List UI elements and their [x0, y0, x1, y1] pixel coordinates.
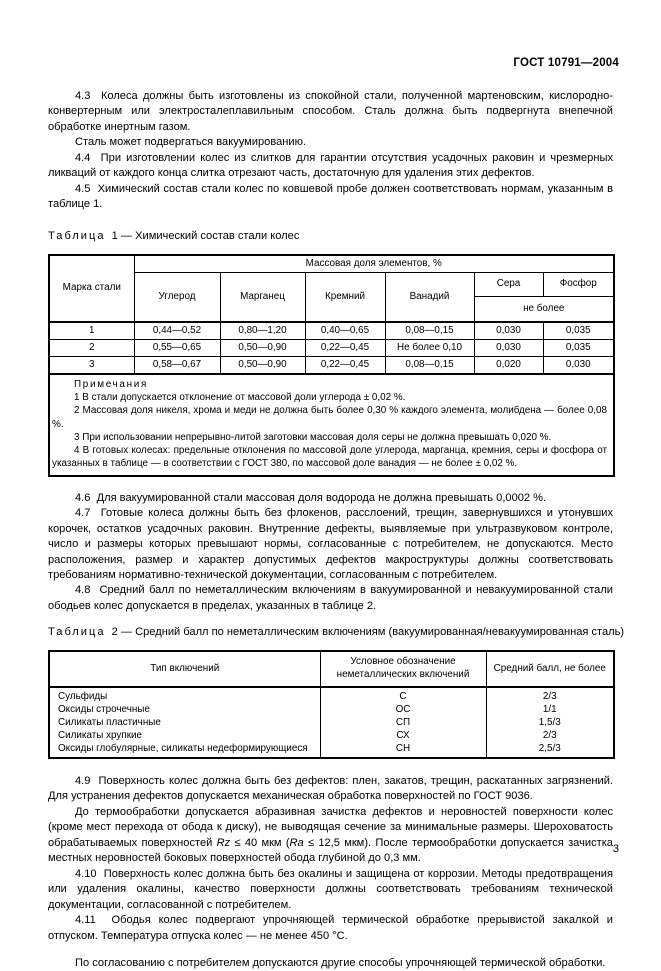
table-1-note-2: 2 Массовая доля никеля, хрома и меди не должна быть более 0,30 % каждого элемента, молибдена — более 0,08 %. — [52, 405, 607, 430]
table-2-cell-type: Силикаты хрупкие — [49, 729, 320, 742]
table-1-col-manganese: Марганец — [220, 272, 305, 322]
clause-4-4-text: При изготовлении колес из слитков для гарантии отсутствия усадочных раковин и чрезмерных ликваций от каждого конца слитка отрезают часть, достаточную для удаления этих дефектов. — [48, 151, 613, 180]
table-1-note-3: 3 При использовании непрерывно-литой заготовки массовая доля серы не должна превышать 0,020 %. — [74, 431, 552, 443]
table-2-col-designation-line-1: Условное обозначение — [350, 656, 456, 668]
table-2-cell-designation: ОС — [320, 703, 486, 716]
table-1-caption-label: Таблица — [48, 229, 106, 242]
table-1-col-grade-steel: Марка стали — [49, 255, 134, 322]
page-number: 3 — [612, 843, 619, 855]
table-1-cell-manganese: 0,80—1,20 — [220, 322, 305, 340]
table-1-cell-carbon: 0,44—0,52 — [134, 322, 220, 340]
table-1-chemical-composition — [48, 254, 615, 477]
clause-4-7-text: Готовые колеса должны быть без флокенов, расслоений, трещин, завернувшихся и утонувших корочек, остатков усадочных раковин. Внутренние дефекты, выявляемые при ультразвуковом контроле, число и размеры которых превышают нормы, согласованные с потребителем, не допускаются. Место расположения, размер и характер допустимых дефектов макроструктуры должны соответствовать требованиям нормативно-технической документации, согласованным с потребителем. — [48, 507, 613, 581]
clause-4-6-number: 4.6 — [75, 491, 91, 504]
table-1-cell-carbon: 0,58—0,67 — [134, 356, 220, 374]
clause-4-9-paragraph-2-text-part-2: ≤ 40 мкм ( — [230, 836, 290, 849]
clause-4-10-number: 4.10 — [75, 867, 97, 880]
clause-4-11-paragraph-2-text: По согласованию с потребителем допускаются другие способы упрочняющей термической обработки. — [75, 956, 606, 969]
table-1-notes-block — [52, 378, 607, 471]
clause-4-3-number: 4.3 — [75, 90, 91, 102]
table-1-cell-phosphorus: 0,030 — [543, 356, 614, 374]
clause-4-7-number: 4.7 — [75, 507, 91, 520]
table-1-cell-vanadium: Не более 0,10 — [385, 339, 474, 356]
table-row — [49, 339, 614, 356]
clause-4-8 — [48, 583, 613, 614]
clause-4-5-text: Химический состав стали колес по ковшевой пробе должен соответствовать нормам, указанным в таблице 1. — [48, 182, 613, 211]
clause-4-3-text: Колеса должны быть изготовлены из спокойной стали, полученной мартеновским, кислородно-конвертерным или электростaлеплавильным способом. Сталь должна быть подвергнута внепечной обработке инертным газом. — [48, 90, 613, 133]
table-1-header-row-1 — [49, 255, 614, 273]
clause-4-11-text: Ободья колес подвергают упрочняющей термической обработке прерывистой закалкой и отпуском. Температура отпуска колес — не менее 450 °С. — [48, 914, 613, 942]
table-row — [49, 322, 614, 340]
table-1-cell-manganese: 0,50—0,90 — [220, 339, 305, 356]
table-2-cell-score: 1,5/3 — [486, 716, 614, 729]
clause-4-3-paragraph-2 — [48, 135, 613, 150]
table-1-cell-carbon: 0,55—0,65 — [134, 339, 220, 356]
clause-4-7 — [48, 506, 613, 583]
table-1-caption-title: — Химический состав стали колес — [120, 229, 300, 242]
table-1-cell-sulfur: 0,030 — [474, 339, 543, 356]
clause-4-9-number: 4.9 — [75, 774, 91, 787]
table-1-cell-vanadium: 0,08—0,15 — [385, 356, 474, 374]
table-row — [49, 356, 614, 374]
table-2-cell-score: 2/3 — [486, 687, 614, 703]
table-2-col-score: Средний балл, не более — [486, 651, 614, 686]
table-2-cell-type: Оксиды строчечные — [49, 703, 320, 716]
clause-4-8-number: 4.8 — [75, 584, 91, 597]
clause-4-9 — [48, 774, 613, 805]
table-1-cell-silicon: 0,40—0,65 — [305, 322, 385, 340]
table-2-caption-number: 2 — [111, 626, 118, 639]
table-1-note-1: 1 В стали допускается отклонение от массовой доли углерода ± 0,02 %. — [74, 391, 406, 403]
clause-4-9-paragraph-2-text-part-1: До термообработки допускается абразивная зачистка дефектов и неровностей поверхности колес (кроме мест перехода от обода к диску), не выводящая сечение за минимальные размеры. Шероховатость обрабатываемых поверхностей — [48, 805, 613, 849]
table-2-cell-type: Силикаты пластичные — [49, 716, 320, 729]
clause-4-8-text: Средний балл по неметаллическим включениям в вакуумированной и невакуумированной стали ободьев колес допускается в пределах, указанных в таблице 2. — [48, 584, 613, 612]
clause-4-10-text: Поверхность колес должна быть без окалины и защищена от коррозии. Методы предотвращения или удаления окалины, качество поверхности должны соответствовать требованиям технической документации, согласованной с потребителем. — [48, 867, 613, 911]
clause-4-9-paragraph-2-text-part-3: ≤ 12,5 мкм). После термообработки допускается зачистка местных неровностей боковых поверхностей обода глубиной до 0,3 мм. — [48, 836, 613, 865]
table-2-col-designation — [320, 651, 486, 686]
table-2-cell-type: Оксиды глобулярные, силикаты недеформирующиеся — [49, 742, 320, 758]
table-1-col-phosphorus: Фосфор — [543, 272, 614, 296]
table-1-cell-sulfur: 0,020 — [474, 356, 543, 374]
clause-4-11-paragraph-2 — [48, 956, 613, 971]
table-2-cell-designation: СП — [320, 716, 486, 729]
table-2-cell-score: 2/3 — [486, 729, 614, 742]
table-1-cell-grade: 2 — [49, 339, 134, 356]
table-1-sub-not-more: не более — [474, 297, 614, 322]
clause-4-3 — [48, 89, 613, 135]
table-2-cell-type: Сульфиды — [49, 687, 320, 703]
table-row — [49, 729, 614, 742]
table-1-notes-cell — [49, 374, 614, 476]
clause-4-3-paragraph-2-text: Сталь может подвергаться вакуумированию. — [75, 136, 306, 149]
table-1-notes-heading: Примечания — [74, 378, 149, 390]
roughness-symbol-ra-label: Ra — [289, 836, 304, 849]
running-header-standard-number: ГОСТ 10791—2004 — [513, 57, 619, 69]
table-1-note-4: 4 В готовых колесах: предельные отклонения по массовой доле углерода, марганца, кремния, серы и фосфора от указанных в таблице — в соответствии с ГОСТ 380, по массовой доле ванадия — не более ± 0,02 %. — [52, 445, 607, 470]
table-2-nonmetallic-inclusions — [48, 650, 615, 759]
clause-4-9-text: Поверхность колес должна быть без дефектов: плен, закатов, трещин, раскатанных загрязнений. Для устранения дефектов допускается механическая обработка поверхностей по ГОСТ 9036. — [48, 774, 613, 803]
table-1-cell-phosphorus: 0,035 — [543, 322, 614, 340]
clause-4-9-paragraph-2 — [48, 805, 613, 867]
table-1-notes-row — [49, 374, 614, 476]
table-2-cell-score: 1/1 — [486, 703, 614, 716]
table-1-col-carbon: Углерод — [134, 272, 220, 322]
table-1-caption-number: 1 — [111, 229, 118, 242]
clause-4-6 — [48, 491, 613, 506]
clause-4-10 — [48, 867, 613, 913]
table-row — [49, 703, 614, 716]
table-2-header-row — [49, 651, 614, 686]
table-row — [49, 687, 614, 703]
table-1-cell-sulfur: 0,030 — [474, 322, 543, 340]
table-row — [49, 742, 614, 758]
clause-4-4 — [48, 151, 613, 182]
table-1-col-silicon: Кремний — [305, 272, 385, 322]
clause-4-5-number: 4.5 — [75, 182, 91, 195]
table-row — [49, 716, 614, 729]
table-1-col-vanadium: Ванадий — [385, 272, 474, 322]
roughness-symbol-rz — [217, 837, 231, 849]
table-1-col-sulfur: Сера — [474, 272, 543, 296]
table-2-col-designation-line-2: неметаллических включений — [336, 668, 470, 680]
table-2-caption-title: — Средний балл по неметаллическим включениям (вакуумированная/невакуумированная сталь) — [120, 626, 625, 639]
roughness-symbol-ra — [290, 837, 304, 849]
table-2-col-type: Тип включений — [49, 651, 320, 686]
table-1-cell-silicon: 0,22—0,45 — [305, 339, 385, 356]
table-1-span-mass-fraction: Массовая доля элементов, % — [134, 255, 614, 273]
table-2-cell-score: 2,5/3 — [486, 742, 614, 758]
roughness-symbol-rz-label: Rz — [216, 836, 231, 849]
table-1-header-row-2 — [49, 272, 614, 296]
document-body — [48, 89, 625, 971]
table-2-cell-designation: СН — [320, 742, 486, 758]
clause-4-11-number: 4.11 — [75, 914, 96, 927]
table-1-caption — [48, 229, 613, 243]
table-1-cell-manganese: 0,50—0,90 — [220, 356, 305, 374]
clause-4-5 — [48, 182, 613, 213]
clause-4-6-text: Для вакуумированной стали массовая доля водорода не должна превышать 0,0002 %. — [96, 491, 547, 504]
table-2-cell-designation: С — [320, 687, 486, 703]
table-1-cell-vanadium: 0,08—0,15 — [385, 322, 474, 340]
table-2-caption — [48, 625, 625, 639]
table-2-caption-label: Таблица — [48, 626, 106, 639]
clause-4-4-number: 4.4 — [75, 151, 91, 164]
table-1-cell-silicon: 0,22—0,45 — [305, 356, 385, 374]
table-2-cell-designation: СХ — [320, 729, 486, 742]
table-1-cell-grade: 3 — [49, 356, 134, 374]
table-1-cell-phosphorus: 0,035 — [543, 339, 614, 356]
table-1-cell-grade: 1 — [49, 322, 134, 340]
clause-4-11 — [48, 913, 613, 944]
